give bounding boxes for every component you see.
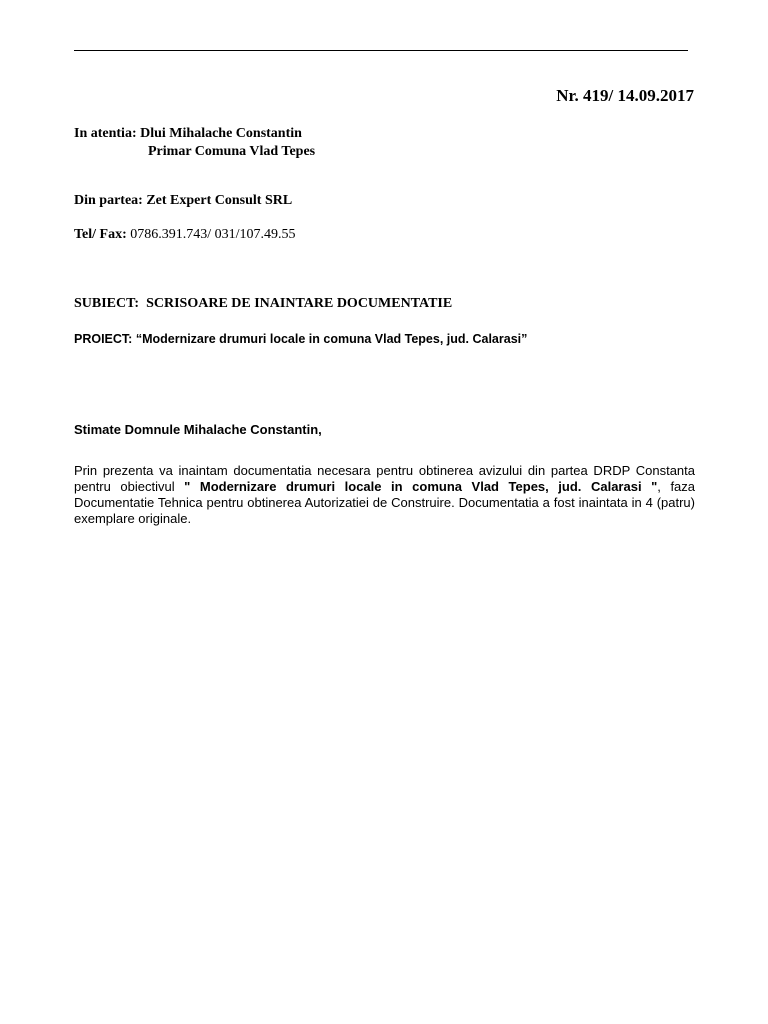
salutation: Stimate Domnule Mihalache Constantin,: [74, 422, 322, 437]
project-value: “Modernizare drumuri locale in comuna Vlad Tepes, jud. Calarasi”: [135, 332, 528, 346]
contact-label: Tel/ Fax:: [74, 227, 127, 242]
attention-name: Dlui Mihalache Constantin: [140, 126, 302, 141]
body-paragraph: [74, 463, 695, 527]
subject-line: [74, 296, 452, 312]
sender-company: Zet Expert Consult SRL: [146, 193, 293, 208]
project-line: [74, 332, 527, 346]
header-rule: [74, 50, 688, 51]
document-number: Nr. 419/ 14.09.2017: [556, 86, 694, 105]
contact-value: 0786.391.743/ 031/107.49.55: [130, 227, 296, 242]
body-part2: , faza Documentatie Tehnica pentru obtinerea Autorizatiei de Construire. Documentatia a fost inaintata in 4 (patru) exemplare originale.: [74, 479, 696, 526]
attention-role: Primar Comuna Vlad Tepes: [148, 144, 316, 159]
contact-line: [74, 227, 296, 243]
sender-line: [74, 193, 292, 209]
body-highlight: " Modernizare drumuri locale in comuna Vlad Tepes, jud. Calarasi ": [184, 479, 658, 494]
subject-label: SUBIECT:: [74, 296, 140, 311]
attention-label: In atentia:: [74, 126, 137, 141]
attention-line: [74, 126, 302, 142]
project-label: PROIECT:: [74, 332, 133, 346]
subject-value: SCRISOARE DE INAINTARE DOCUMENTATIE: [146, 296, 453, 311]
body-part1: Prin prezenta va inaintam documentatia necesara pentru obtinerea avizului din partea DRDP Constanta pentru obiectivul: [74, 463, 695, 494]
sender-label: Din partea:: [74, 193, 143, 208]
